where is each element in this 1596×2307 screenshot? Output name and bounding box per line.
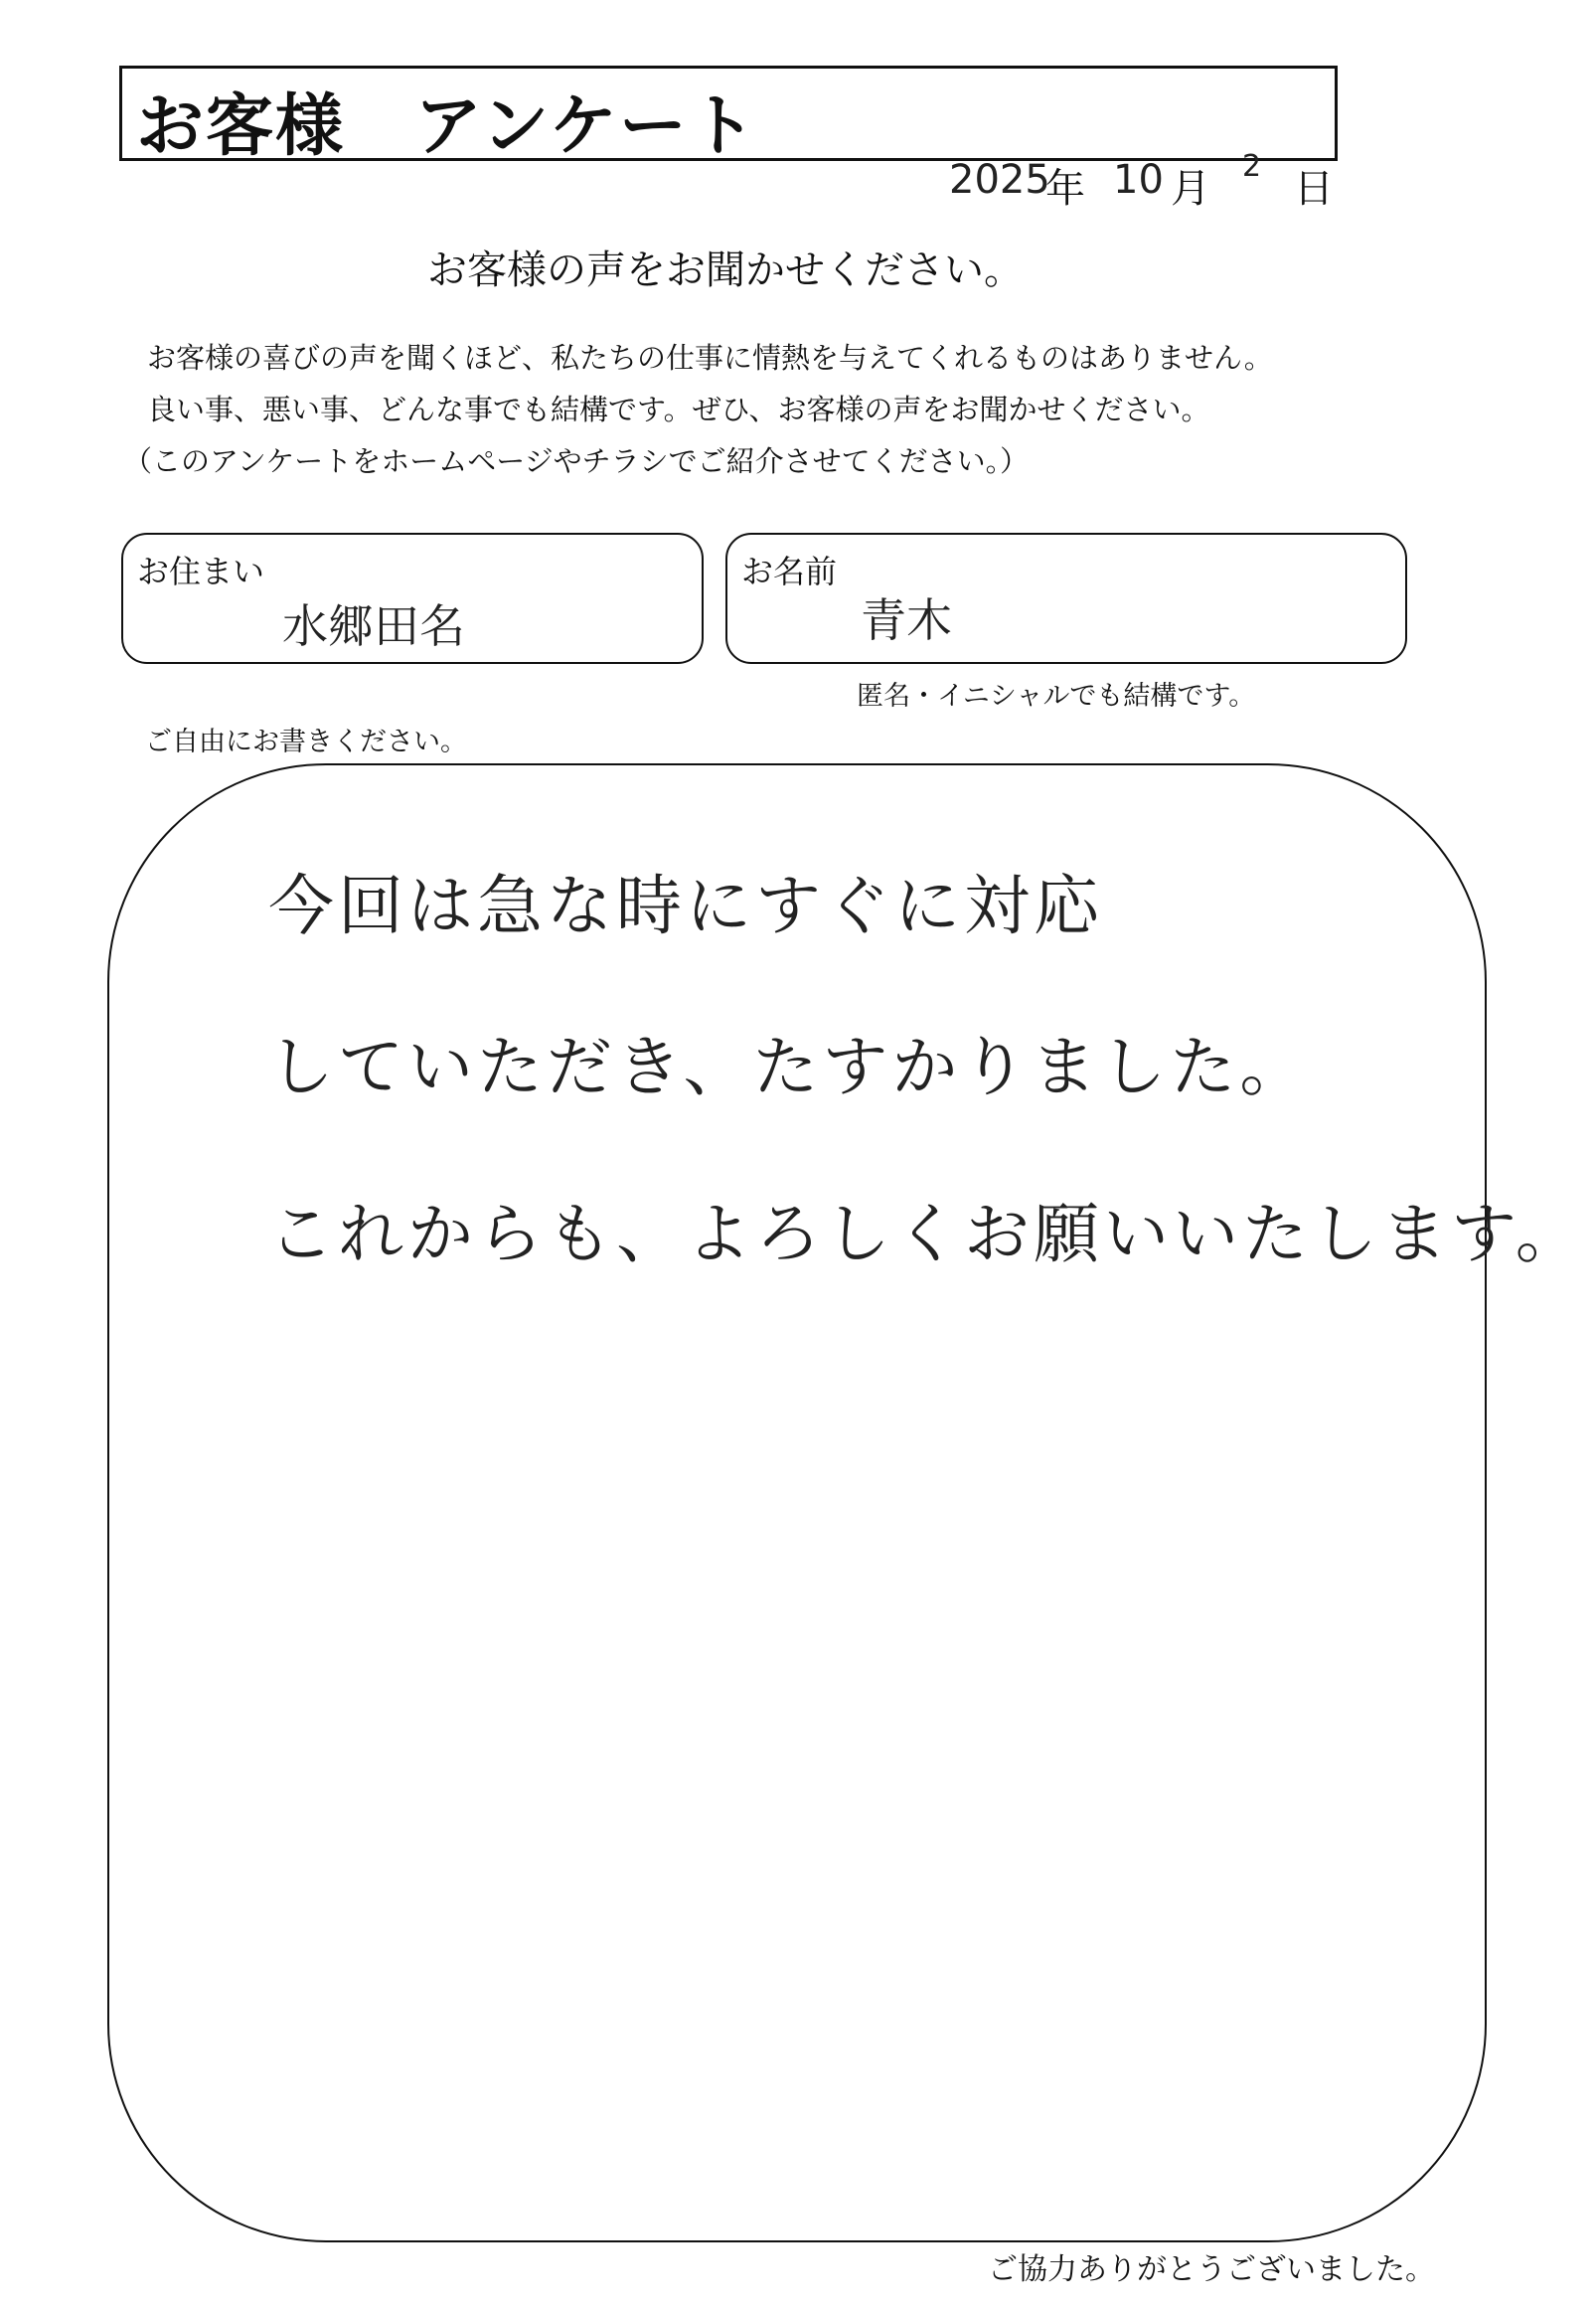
survey-title: お客様 アンケート [136, 87, 758, 166]
date-day-unit: 日 [1294, 166, 1334, 212]
comment-line-1: 今回は急な時にすぐに対応 [268, 868, 1103, 944]
comment-box [107, 763, 1487, 2242]
intro-line-2: 良い事、悪い事、どんな事でも結構です。ぜひ、お客様の声をお聞かせください。 [147, 393, 1210, 426]
intro-line-1: お客様の喜びの声を聞くほど、私たちの仕事に情熱を与えてくれるものはありません。 [147, 341, 1273, 375]
date-year-unit: 年 [1045, 166, 1085, 212]
date-month-unit: 月 [1171, 166, 1210, 212]
address-label: お住まい [137, 553, 265, 590]
intro-line-3: （このアンケートをホームページやチラシでご紹介させてください。） [123, 444, 1030, 478]
footer-thanks: ご協力ありがとうございました。 [988, 2252, 1435, 2287]
address-field [121, 533, 704, 664]
date-year: 2025 [949, 157, 1050, 203]
page-heading: お客様の声をお聞かせください。 [427, 247, 1024, 293]
address-value: 水郷田名 [282, 599, 465, 653]
comment-line-2: していただき、たすかりました。 [268, 1029, 1310, 1105]
name-note: 匿名・イニシャルでも結構です。 [857, 681, 1256, 712]
comment-line-3: これからも、よろしくお願いいたします。 [268, 1196, 1585, 1272]
date-day: 2 [1242, 149, 1262, 184]
title-box [119, 66, 1338, 166]
name-value: 青木 [861, 593, 952, 647]
free-label: ご自由にお書きください。 [145, 727, 467, 757]
date-month: 10 [1113, 157, 1164, 203]
name-field [725, 533, 1407, 664]
name-label: お名前 [741, 553, 838, 590]
